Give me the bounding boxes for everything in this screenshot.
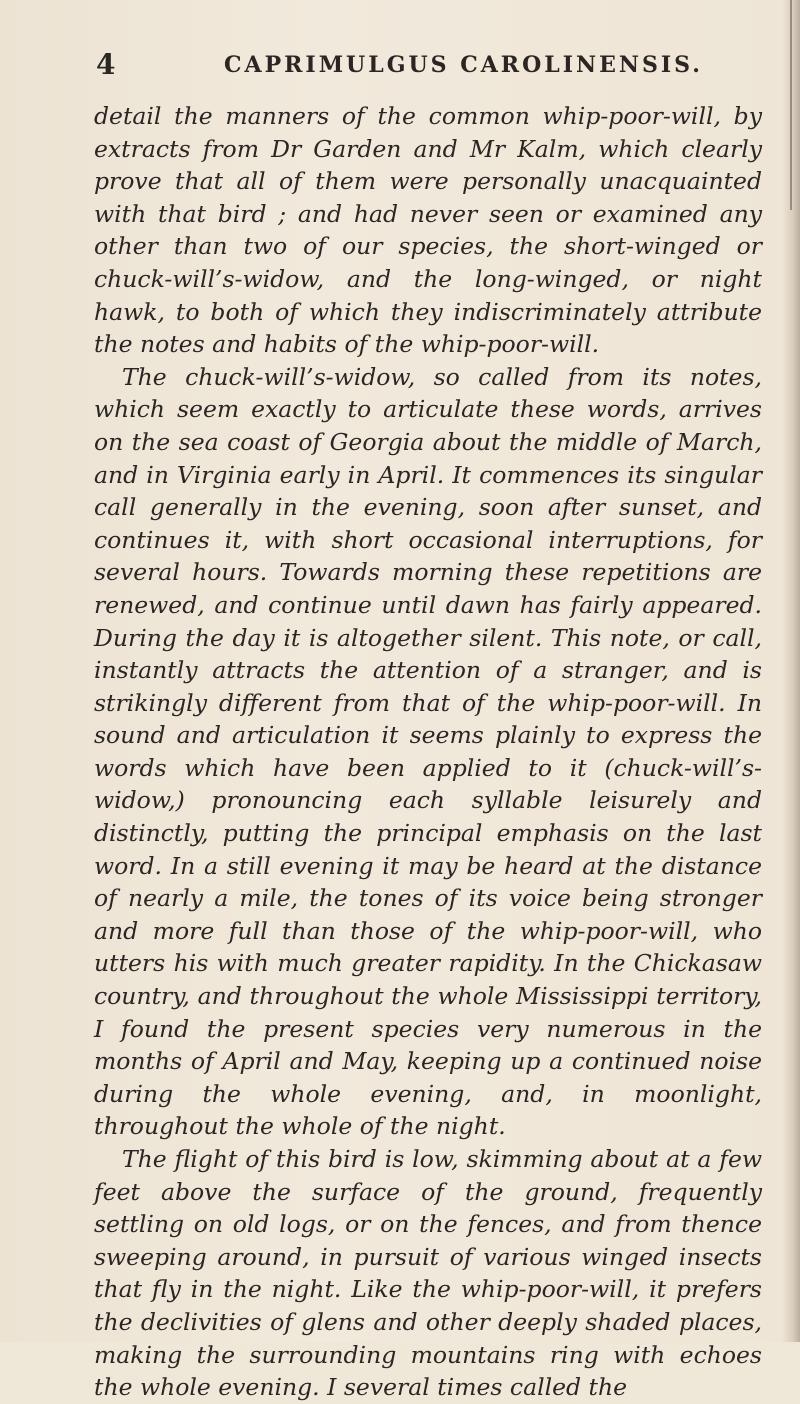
page-edge-line xyxy=(790,0,792,210)
paragraph-2: The chuck-will’s-widow, so called from its notes, which seem exactly to articulate these words, arrives on the sea coast of Georgia about the middle of March, and in Virginia early in April. It commences its singular call generally in the evening, soon after sunset, and continues it, with short occasional interruptions, for several hours. Towards morning these repetitions are renewed, and continue until dawn has fairly appeared. During the day it is altogether silent. This note, or call, instantly attracts the attention of a stranger, and is strikingly different from that of the whip-poor-will. In sound and articulation it seems plainly to express the words which have been applied to it (chuck-will’s-widow,) pronouncing each syllable leisurely and distinctly, putting the principal emphasis on the last word. In a still evening it may be heard at the distance of nearly a mile, the tones of its voice being stronger and more full than those of the whip-poor-will, who utters his with much greater rapidity. In the Chickasaw country, and throughout the whole Mississippi territory, I found the present species very numerous in the months of April and May, keeping up a continued noise during the whole evening, and, in moonlight, throughout the whole of the night. xyxy=(94,362,762,1141)
page-header xyxy=(96,48,776,88)
page-number: 4 xyxy=(96,48,117,81)
running-title: CAPRIMULGUS CAROLINENSIS. xyxy=(224,52,703,78)
paragraph-3: The flight of this bird is low, skimming about at a few feet above the surface of the ground, frequently settling on old logs, or on the fences, and from thence sweeping around, in pursuit of various winged insects that fly in the night. Like the whip-poor-will, it prefers the declivities of glens and other deeply shaded places, making the surrounding mountains ring with echoes the whole evening. I several times called the xyxy=(94,1145,762,1402)
body-text xyxy=(94,100,762,1404)
paragraph-1: detail the manners of the common whip-poor-will, by extracts from Dr Garden and Mr Kalm, which clearly prove that all of them were personally unacquainted with that bird ; and had never seen or examined any other than two of our species, the short-winged or chuck-will’s-widow, and the long-winged, or night hawk, to both of which they indiscriminately attribute the notes and habits of the whip-poor-will. xyxy=(94,102,762,359)
